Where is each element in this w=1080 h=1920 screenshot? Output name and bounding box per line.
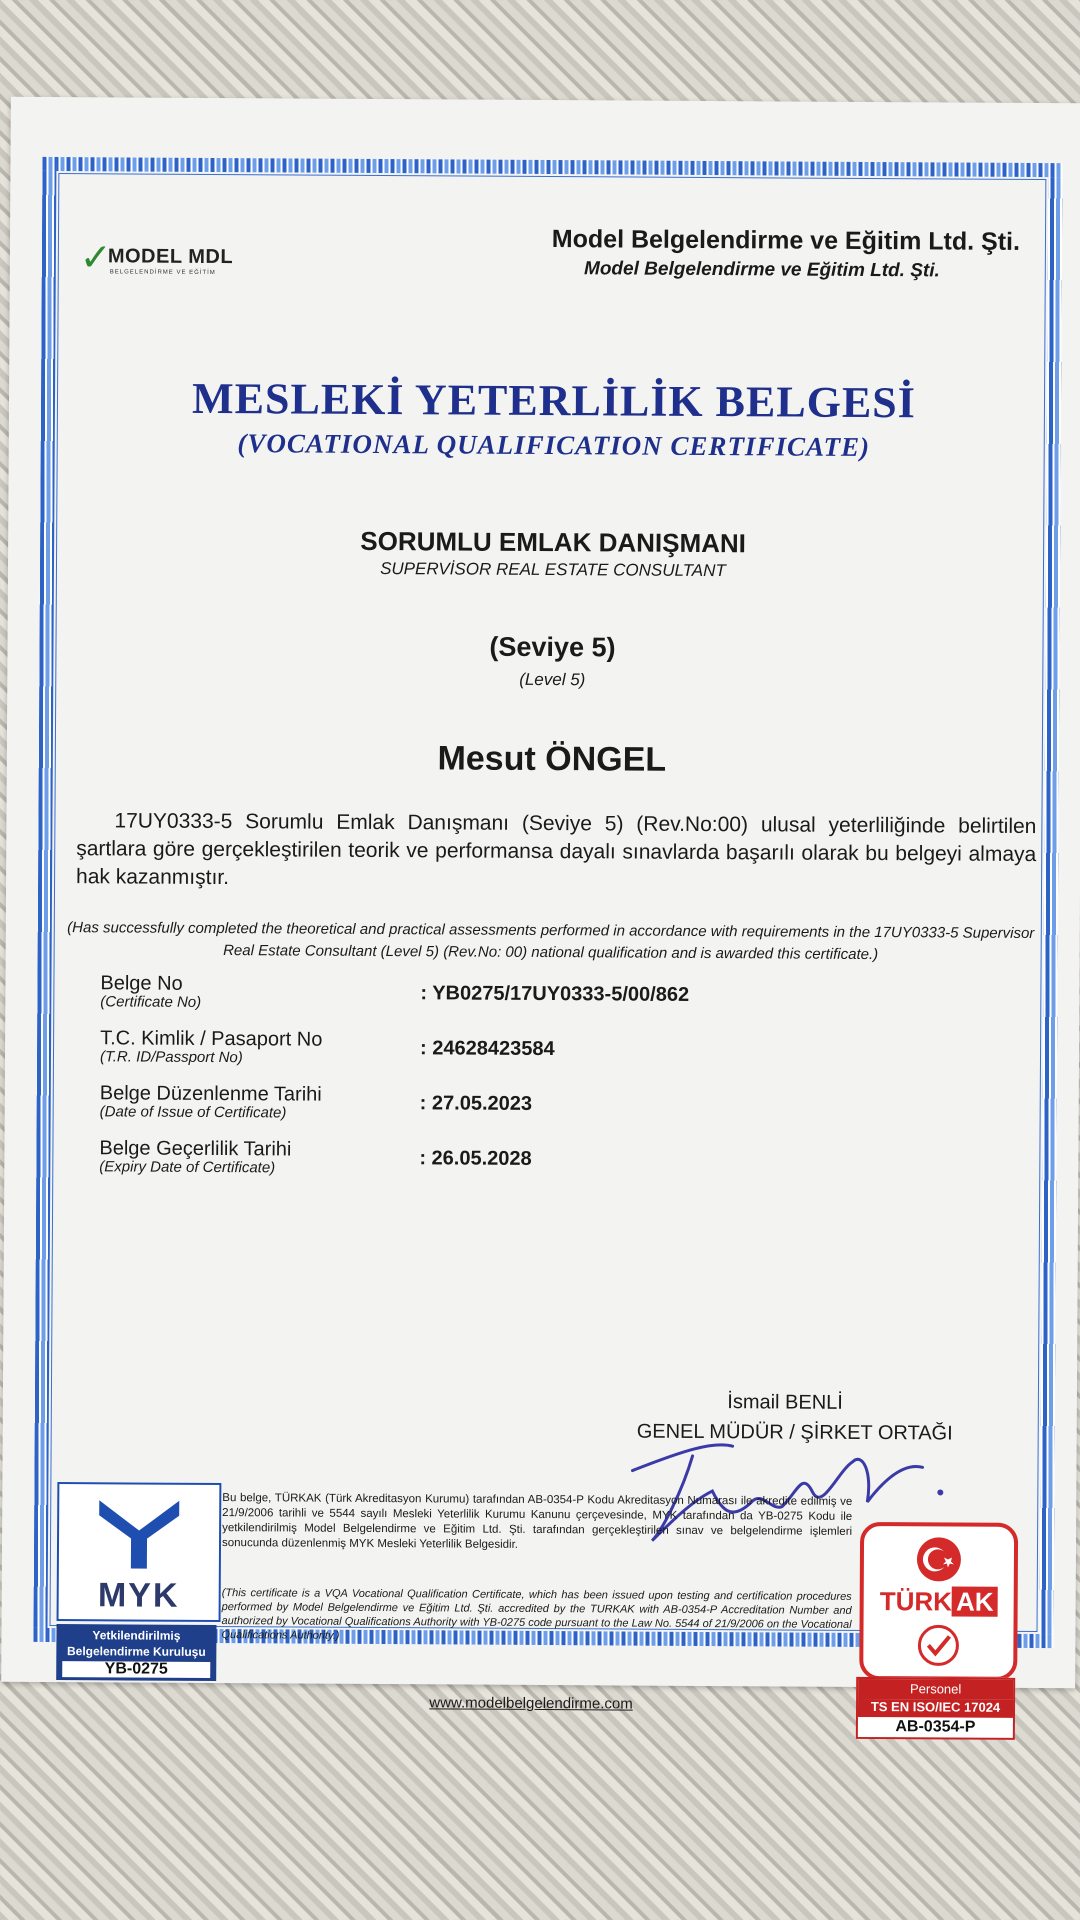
- myk-emblem-icon: [89, 1490, 189, 1571]
- level-title-en: (Level 5): [519, 669, 586, 690]
- logo-text: MODEL MDL: [107, 245, 234, 269]
- crescent-star-icon: [914, 1534, 964, 1584]
- myk-code: YB-0275: [62, 1661, 210, 1678]
- turkak-logo: TÜRK AK: [859, 1522, 1018, 1681]
- signatory-name: İsmail BENLİ: [727, 1391, 843, 1414]
- myk-word: MYK: [97, 1576, 180, 1615]
- myk-logo: [57, 1482, 222, 1622]
- company-name: Model Belgelendirme ve Eğitim Ltd. Şti.: [551, 225, 1021, 256]
- statement-text-en: (Has successfully completed the theoretical and practical assessments performed in accordance with requirements in the 17UY0333-5 Supervisor Real Estate Consultant (Level 5) (Rev.No: 00) national qualification and is awarded this certificate.): [67, 919, 1035, 964]
- logo-subtext: BELGELENDİRME VE EĞİTİM: [109, 269, 216, 276]
- myk-authorized-label: Yetkilendirilmiş Belgelendirme Kuruluşu YB-0275: [56, 1624, 216, 1681]
- certificate-title-en: (VOCATIONAL QUALIFICATION CERTIFICATE): [237, 428, 871, 462]
- company-name-italic: Model Belgelendirme ve Eğitim Ltd. Şti.: [583, 258, 940, 282]
- certificate-paper: [1, 97, 1080, 1736]
- website-link[interactable]: www.modelbelgelendirme.com: [429, 1694, 633, 1713]
- check-mark-icon: ✓: [79, 235, 112, 280]
- occupation-title-en: SUPERVİSOR REAL ESTATE CONSULTANT: [380, 558, 726, 581]
- field-id-no: T.C. Kimlik / Pasaport No (T.R. ID/Passport No) : 24628423584: [99, 1027, 555, 1067]
- field-expiry-date: Belge Geçerlilik Tarihi (Expiry Date of Certificate) : 26.05.2028: [99, 1137, 532, 1177]
- turkak-accreditation-box: Personel TS EN ISO/IEC 17024 AB-0354-P: [856, 1677, 1015, 1740]
- signatory-title: GENEL MÜDÜR / ŞİRKET ORTAĞI: [636, 1420, 953, 1445]
- check-circle-icon: [915, 1622, 961, 1668]
- accreditation-text-en: (This certificate is a VQA Vocational Qualification Certificate, which has been issued upon testing and certification procedures performed by Model Belgelendirme ve Eğitim Ltd. Şti. accredited by the TURKAK with AB-0354-P Accreditation Number and authorized by Vocational Qualifications Authority with YB-0275 code pursuant to the Law No. 5544 of 21/9/2006 on the Vocational Qualifications Authority.): [221, 1587, 852, 1642]
- field-certificate-no: Belge No (Certificate No) : YB0275/17UY0333-5/00/862: [100, 972, 690, 1011]
- statement-text: 17UY0333-5 Sorumlu Emlak Danışmanı (Seviye 5) (Rev.No:00) ulusal yeterliliğinde belirtilen şartlara göre gerçekleştirilen teorik ve performansa dayalı sınavlarda başarılı olarak bu belgeyi almaya hak kazanmıştır.: [76, 809, 1037, 890]
- company-header: [10, 222, 1020, 283]
- level-title: (Seviye 5): [489, 631, 616, 663]
- occupation-title: SORUMLU EMLAK DANIŞMANI: [360, 525, 747, 559]
- accreditation-text: Bu belge, TÜRKAK (Türk Akreditasyon Kurumu) tarafından AB-0354-P Kodu Akreditasyon Numarası ile akredite edilmiş ve 21/9/2006 tarihli ve 5544 sayılı Mesleki Yeterlilik Kurumu Kanunu çerçevesinde, MYK tarafından da YB-0275 Kodu ile yetkilendirilmiş Model Belgelendirme ve Eğitim Ltd. Şti. tarafından gerçekleştirilen sınav ve belgelendirme işlemleri sonucunda düzenlenmiş MYK Mesleki Yeterlilik Belgesidir.: [221, 1492, 853, 1551]
- holder-name: Mesut ÖNGEL: [437, 739, 667, 779]
- turkak-code: AB-0354-P: [895, 1718, 976, 1736]
- field-issue-date: Belge Düzenlenme Tarihi (Date of Issue of Certificate) : 27.05.2023: [99, 1082, 533, 1122]
- certificate-title: MESLEKİ YETERLİLİK BELGESİ: [191, 373, 917, 428]
